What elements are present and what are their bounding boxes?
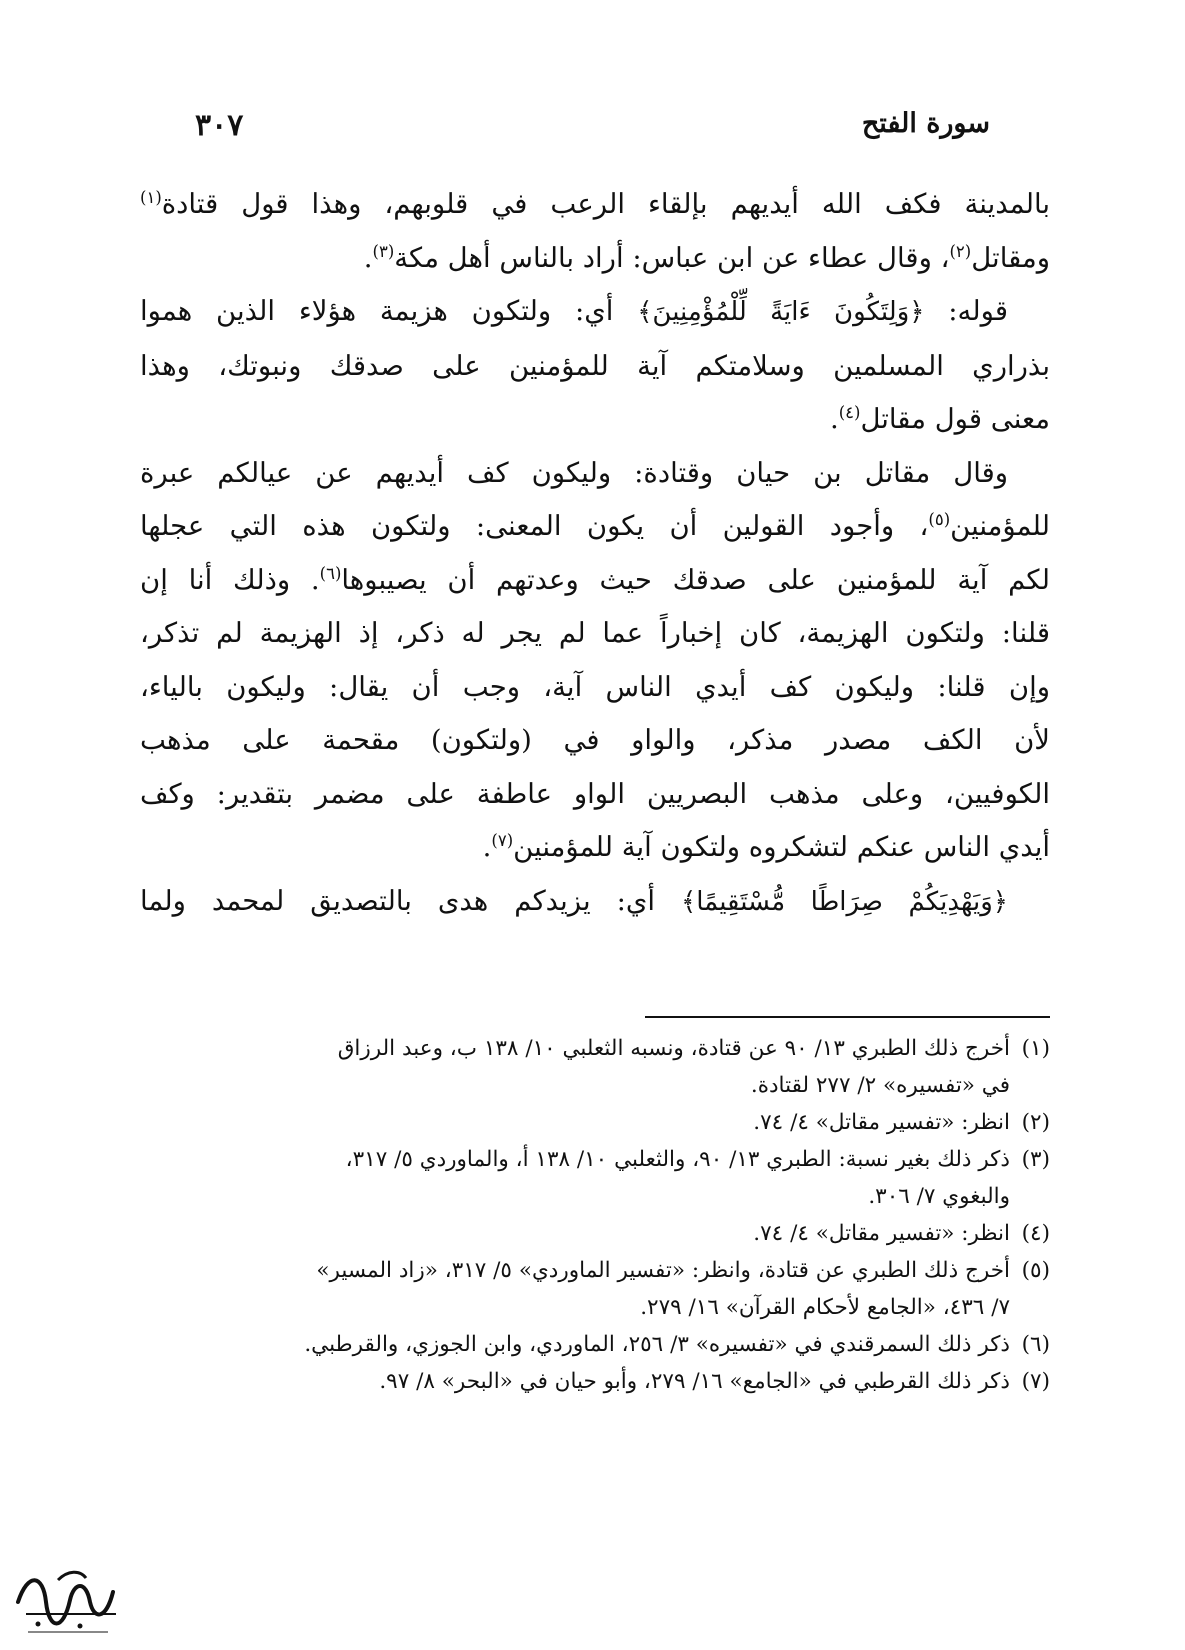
footnote-ref: (١)	[140, 187, 162, 207]
text-line: وقال مقاتل بن حيان وقتادة: وليكون كف أيديهم عن عيالكم عبرة	[140, 456, 1008, 489]
quran-verse: ﴿وَلِتَكُونَ ءَايَةً لِّلْمُؤْمِنِينَ﴾	[637, 297, 925, 327]
footnote-7	[140, 1363, 1050, 1400]
footnote-ref: (٣)	[372, 241, 395, 261]
footnote-number: (١)	[1021, 1036, 1050, 1061]
publisher-logo	[8, 1562, 128, 1640]
text-line: بالمدينة فكف الله أيديهم بإلقاء الرعب في قلوبهم، وهذا قول قتادة$^{(١)}$	[140, 187, 1050, 220]
footnote-5	[140, 1252, 1050, 1326]
footnote-text: ٧/ ٤٣٦، «الجامع لأحكام القرآن» ١٦/ ٢٧٩.	[640, 1295, 1010, 1320]
footnote-number: (٣)	[1021, 1147, 1050, 1172]
footnote-number: (٢)	[1021, 1110, 1050, 1135]
footnote-number: (٥)	[1021, 1258, 1050, 1283]
page-number: ٣٠٧	[195, 108, 244, 143]
footnote-text: انظر: «تفسير مقاتل» ٤/ ٧٤.	[753, 1110, 1010, 1135]
footnote-ref: (٤)	[838, 402, 861, 422]
footnote-text: ذكر ذلك السمرقندي في «تفسيره» ٣/ ٢٥٦، الماوردي، وابن الجوزي، والقرطبي.	[304, 1332, 1010, 1357]
text-line: لكم آية للمؤمنين على صدقك حيث وعدتهم أن يصيبوها$^{(٦)}$. وذلك أنا إن	[140, 563, 1050, 596]
footnote-number: (٦)	[1021, 1332, 1050, 1357]
text-line: بذراري المسلمين وسلامتكم آية للمؤمنين على صدقك ونبوتك، وهذا	[140, 349, 1050, 382]
text-line: للمؤمنين$^{(٥)}$، وأجود القولين أن يكون المعنى: ولتكون هذه التي عجلها	[140, 509, 1050, 542]
footnote-ref: (٦)	[319, 563, 342, 583]
footnote-6	[140, 1326, 1050, 1363]
footnote-number: (٤)	[1021, 1221, 1050, 1246]
paragraph-2	[140, 285, 1050, 447]
footnote-ref: (٥)	[928, 509, 951, 529]
footnote-1	[140, 1030, 1050, 1104]
paragraph-1	[140, 178, 1050, 285]
text-line: أيدي الناس عنكم لتشكروه ولتكون آية للمؤمنين$^{(٧)}$.	[482, 830, 1050, 863]
footnote-2	[140, 1104, 1050, 1141]
footnotes	[140, 1030, 1050, 1400]
text-line: وإن قلنا: وليكون كف أيدي الناس آية، وجب أن يقال: وليكون بالياء،	[140, 670, 1050, 703]
quran-verse: ﴿وَيَهْدِيَكُمْ صِرَاطًا مُّسْتَقِيمًا﴾	[681, 886, 1009, 917]
text-line: ﴿وَيَهْدِيَكُمْ صِرَاطًا مُّسْتَقِيمًا﴾ أي: يزيدكم هدى بالتصديق لمحمد ولما	[140, 884, 1009, 917]
footnote-text: ذكر ذلك القرطبي في «الجامع» ١٦/ ٢٧٩، وأبو حيان في «البحر» ٨/ ٩٧.	[379, 1369, 1010, 1394]
footnote-ref: (٢)	[949, 241, 972, 261]
text-line: لأن الكف مصدر مذكر، والواو في (ولتكون) مقحمة على مذهب	[140, 724, 1050, 756]
paragraph-3	[140, 447, 1050, 875]
footnote-text: أخرج ذلك الطبري عن قتادة، وانظر: «تفسير الماوردي» ٥/ ٣١٧، «زاد المسير»	[316, 1258, 1010, 1283]
footnote-text: ذكر ذلك بغير نسبة: الطبري ١٣/ ٩٠، والثعلبي ١٠/ ١٣٨ أ، والماوردي ٥/ ٣١٧،	[345, 1147, 1010, 1172]
text-line: ومقاتل$^{(٢)}$، وقال عطاء عن ابن عباس: أراد بالناس أهل مكة$^{(٣)}$.	[363, 241, 1050, 274]
footnote-divider	[645, 1016, 1050, 1018]
page-header	[195, 108, 990, 158]
footnote-text: انظر: «تفسير مقاتل» ٤/ ٧٤.	[753, 1221, 1010, 1246]
footnote-text: في «تفسيره» ٢/ ٢٧٧ لقتادة.	[750, 1073, 1010, 1098]
text-line: الكوفيين، وعلى مذهب البصريين الواو عاطفة على مضمر بتقدير: وكف	[140, 777, 1050, 810]
text-line: قلنا: ولتكون الهزيمة، كان إخباراً عما لم يجر له ذكر، إذ الهزيمة لم تذكر،	[140, 617, 1050, 649]
page-title: سورة الفتح	[861, 108, 990, 139]
footnote-number: (٧)	[1021, 1369, 1050, 1394]
footnote-text: أخرج ذلك الطبري ١٣/ ٩٠ عن قتادة، ونسبه الثعلبي ١٠/ ١٣٨ ب، وعبد الرزاق	[337, 1036, 1010, 1061]
footnote-ref: (٧)	[491, 830, 514, 850]
footnote-3	[140, 1141, 1050, 1215]
paragraph-4	[140, 875, 1050, 930]
footnote-4	[140, 1215, 1050, 1252]
footnote-text: والبغوي ٧/ ٣٠٦.	[868, 1184, 1010, 1209]
text-line: قوله: ﴿وَلِتَكُونَ ءَايَةً لِّلْمُؤْمِنِينَ﴾ أي: ولتكون هزيمة هؤلاء الذين هموا	[140, 295, 1008, 327]
text-line: معنى قول مقاتل$^{(٤)}$.	[829, 402, 1050, 435]
main-text	[140, 178, 1050, 929]
